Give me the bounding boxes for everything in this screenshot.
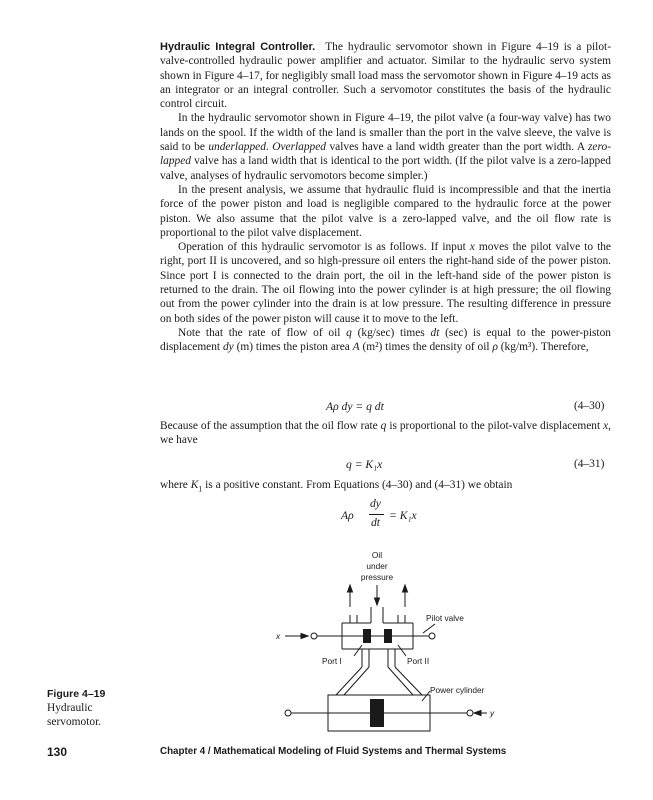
body-text	[160, 40, 611, 355]
paragraph-7: where $K_1$ is a positive constant. From Equations (4–30) and (4–31) we obtain	[160, 479, 513, 494]
label-pilot-valve: Pilot valve	[426, 613, 464, 623]
page-number: 130	[47, 745, 68, 759]
equation-derived-numerator: dy	[370, 497, 381, 510]
figure-caption-number: Figure 4–19	[47, 688, 106, 700]
label-oil-3: pressure	[360, 572, 394, 582]
paragraph-1: Hydraulic Integral Controller. The hydraulic servomotor shown in Figure 4–19 is a pilot-valve-controlled hydraulic power amplifier and actuator. Similar to the hydraulic servo system shown in Figure 4–17, for negligibly small load mass the servomotor shown in Figure 4–19 acts as an integrator or an integral controller. Such a servomotor constitutes the basis of the hydraulic control circuit.	[160, 41, 611, 111]
paragraph-5: Note that the rate of flow of oil q (kg/sec) times dt (sec) is equal to the power-piston displacement dy (m) times the piston area A (m²) times the density of oil ρ (kg/m³). Therefore,	[160, 326, 611, 354]
equation-derived-denominator: dt	[371, 516, 381, 529]
label-port-ii: Port II	[407, 656, 430, 666]
label-power-cylinder: Power cylinder	[430, 685, 485, 695]
figure-caption-line-2: servomotor.	[47, 716, 102, 728]
label-x: x	[276, 631, 281, 641]
label-y: y	[490, 708, 495, 718]
equation-fraction-bar	[369, 514, 384, 515]
equation-derived-rhs: = K₁x	[389, 509, 417, 522]
figure-caption	[47, 687, 105, 729]
paragraph-2: In the hydraulic servomotor shown in Figure 4–19, the pilot valve (a four-way valve) has two lands on the spool. If the width of the land is smaller than the port in the valve sleeve, the valve is said to be underlapped. Overlapped valves have a land width greater than the port width. A zero-lapped valve has a land width that is identical to the port width. (If the pilot valve is a zero-lapped valve, analyses of hydraulic servomotors become simpler.)	[160, 112, 611, 182]
label-oil-1: Oil	[371, 550, 383, 560]
paragraph-6-wrap	[160, 419, 611, 448]
section-heading: Hydraulic Integral Controller.	[160, 41, 316, 53]
equation-derived-lhs: Aρ	[341, 509, 354, 522]
paragraph-6: Because of the assumption that the oil flow rate q is proportional to the pilot-valve displacement x, we have	[160, 420, 611, 447]
figure-caption-line-1: Hydraulic	[47, 702, 93, 714]
paragraph-7-wrap	[160, 478, 611, 497]
label-oil-2: under	[366, 561, 388, 571]
equation-4-30: Aρ dy = q dt	[326, 400, 384, 413]
hydraulic-servomotor-diagram	[270, 545, 510, 735]
equation-4-31: q = K₁x	[346, 458, 383, 471]
equation-number-4-31: (4–31)	[574, 458, 605, 470]
paragraph-4: Operation of this hydraulic servomotor is as follows. If input x moves the pilot valve to the right, port II is uncovered, and so high-pressure oil enters the right-hand side of the power piston. Since port I is connected to the drain port, the oil in the left-hand side of the power piston is returned to the drain. The oil flowing into the power cylinder is at high pressure; the oil flowing out from the power cylinder into the drain is at low pressure. The resulting difference in pressure on both sides of the power piston will cause it to move to the left.	[160, 241, 611, 325]
equation-number-4-30: (4–30)	[574, 400, 605, 412]
label-port-i: Port I	[322, 656, 342, 666]
paragraph-3: In the present analysis, we assume that hydraulic fluid is incompressible and that the inertia force of the power piston and load is negligible compared to the hydraulic force at the power piston. We also assume that the pilot valve is a zero-lapped valve, and the oil flow rate is proportional to the pilot valve displacement.	[160, 183, 611, 239]
running-footer-title: Chapter 4 / Mathematical Modeling of Fluid Systems and Thermal Systems	[160, 746, 507, 757]
